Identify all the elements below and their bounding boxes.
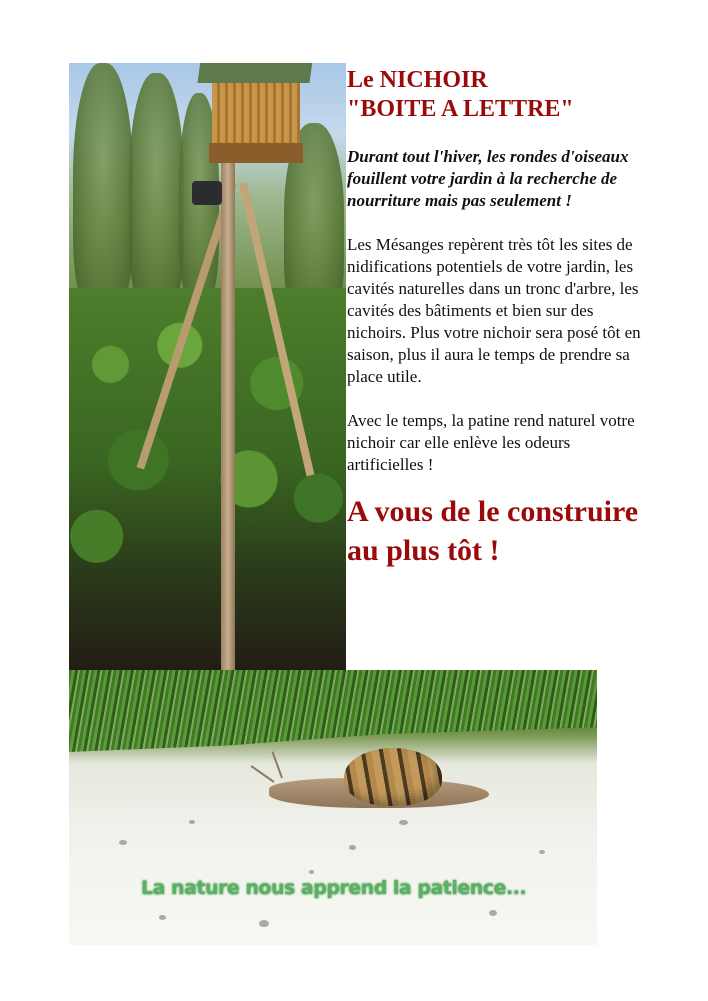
birdhouse-roof	[197, 63, 312, 83]
lead-paragraph: Durant tout l'hiver, les rondes d'oiseaux fouillent votre jardin à la recherche de nourriture mais pas seulement !	[347, 147, 629, 210]
page-title	[347, 66, 647, 124]
poplar-tree	[129, 73, 184, 313]
article-text	[347, 66, 647, 570]
title-line-1: Le NICHOIR	[347, 67, 488, 93]
snail-shell	[344, 748, 442, 806]
birdhouse-photo	[69, 63, 346, 670]
snail-photo	[69, 670, 597, 945]
body-paragraph-patine: Avec le temps, la patine rend naturel votre nichoir car elle enlève les odeurs artificielles !	[347, 411, 635, 474]
photo-caption: La nature nous apprend la patience...	[141, 877, 527, 899]
trail-camera	[192, 181, 222, 205]
gravel-speck	[159, 915, 166, 920]
body-paragraph-mesanges: Les Mésanges repèrent très tôt les sites de nidifications potentiels de votre jardin, les cavités naturelles dans un tronc d'arbre, les cavités des bâtiments et bien sur des nichoirs. Plus votre nichoir sera posé tôt en saison, plus il aura le temps de prendre sa place utile.	[347, 235, 641, 386]
garden-foliage	[69, 288, 346, 670]
gravel-speck	[259, 920, 269, 927]
gravel-speck	[309, 870, 314, 874]
gravel-speck	[399, 820, 408, 825]
gravel-speck	[489, 910, 497, 916]
call-to-action: A vous de le construire au plus tôt !	[347, 495, 639, 567]
gravel-speck	[539, 850, 545, 854]
snail-antenna	[250, 765, 274, 783]
wooden-post	[221, 163, 235, 670]
title-line-2: "BOITE A LETTRE"	[347, 96, 574, 122]
birdhouse-base	[209, 143, 303, 163]
gravel-speck	[189, 820, 195, 824]
snail-antenna	[271, 751, 282, 778]
gravel-speck	[119, 840, 127, 845]
poplar-tree	[73, 63, 133, 313]
grass	[69, 670, 597, 752]
gravel-speck	[349, 845, 356, 850]
